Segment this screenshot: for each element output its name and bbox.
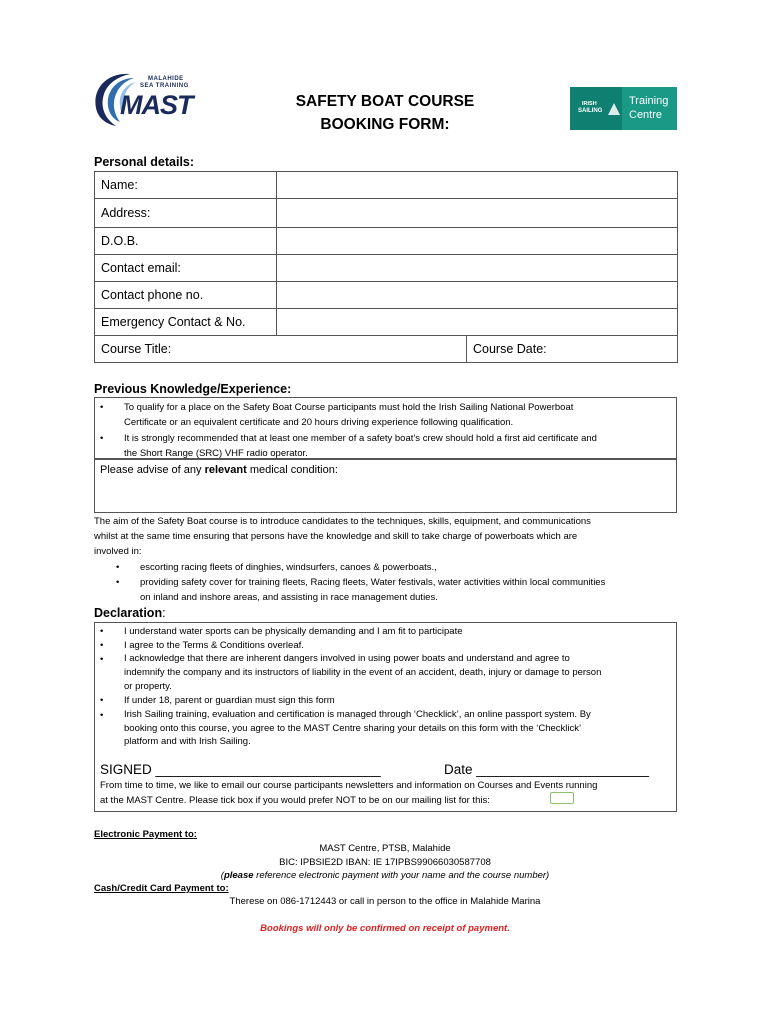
medical-condition-label <box>100 464 338 476</box>
bullet-icon: • <box>100 640 104 651</box>
logo-mast-text: MAST <box>120 90 193 120</box>
newsletter-line-1: From time to time, we like to email our course participants newsletters and information on Courses and Events running <box>100 780 598 791</box>
course-date-label: Course Date: <box>473 342 547 356</box>
form-title-line1: SAFETY BOAT COURSE <box>295 93 475 110</box>
declaration-bullet-1: I understand water sports can be physically demanding and I am fit to participate <box>124 626 463 637</box>
address-field[interactable] <box>277 199 678 228</box>
declaration-bullet-3-line3: or property. <box>124 681 172 692</box>
card-payment-line: Therese on 086-1712443 or call in person to the office in Malahide Marina <box>229 896 541 907</box>
logo-malahide-text: MALAHIDE <box>148 76 184 82</box>
declaration-bullet-5-line1: Irish Sailing training, evaluation and certification is managed through ‘Checklick’, an online passport system. By <box>124 709 591 720</box>
declaration-heading <box>94 606 166 620</box>
bullet-icon: • <box>100 695 104 706</box>
table-row <box>95 228 678 255</box>
contact-phone-field[interactable] <box>277 282 678 309</box>
aim-bullet-2-line1: providing safety cover for training fleets, Racing fleets, Water festivals, water activities within local communities <box>140 577 606 588</box>
declaration-heading-text: Declaration <box>94 606 163 620</box>
table-row <box>95 199 678 228</box>
newsletter-line-2: at the MAST Centre. Please tick box if you would prefer NOT to be on our mailing list for this: <box>100 795 490 806</box>
bullet-icon: • <box>116 562 120 573</box>
bullet-icon: • <box>100 433 104 444</box>
knowledge-bullet-1-line2: Certificate or an equivalent certificate and 20 hours driving experience following qualification. <box>124 417 514 428</box>
personal-details-heading: Personal details: <box>94 155 195 169</box>
mailing-list-opt-out-checkbox[interactable] <box>550 792 574 804</box>
knowledge-bullet-2-line1: It is strongly recommended that at least one member of a safety boat’s crew should hold a first aid certificate and <box>124 433 597 444</box>
form-title-line2: BOOKING FORM: <box>320 116 450 133</box>
table-row <box>95 336 678 363</box>
emergency-contact-label: Emergency Contact & No. <box>95 309 277 336</box>
table-row <box>95 255 678 282</box>
declaration-bullet-3-line2: indemnify the company and its instructors of liability in the event of an accident, death, injury or damage to person <box>124 667 602 678</box>
electronic-payment-colon: : <box>193 829 197 840</box>
logo-irish-text: IRISH <box>582 101 597 107</box>
sail-icon <box>608 103 620 115</box>
emergency-contact-field[interactable] <box>277 309 678 336</box>
bullet-icon: • <box>100 654 104 665</box>
electronic-payment-heading-text: Electronic Payment to <box>94 829 194 840</box>
address-label: Address: <box>95 199 277 228</box>
name-label: Name: <box>95 172 277 199</box>
electronic-payment-heading <box>94 829 197 840</box>
note-bold: please <box>223 870 254 881</box>
bank-details-line: BIC: IPBSIE2D IBAN: IE 17IPBS99066030587708 <box>279 857 491 868</box>
course-title-field[interactable] <box>95 336 467 363</box>
bullet-icon: • <box>100 710 104 721</box>
dob-field[interactable] <box>277 228 678 255</box>
medical-prefix: Please advise of any <box>100 464 205 476</box>
table-row <box>95 309 678 336</box>
payment-reference-note <box>0 870 770 881</box>
table-row <box>95 282 678 309</box>
aim-bullet-1: escorting racing fleets of dinghies, windsurfers, canoes & powerboats., <box>140 562 437 573</box>
aim-line-1: The aim of the Safety Boat course is to introduce candidates to the techniques, skills, equipment, and communications <box>94 516 591 527</box>
course-title-label: Course Title: <box>101 342 172 356</box>
declaration-bullet-5-line2: booking onto this course, you agree to the MAST Centre sharing your details on this form with the ‘Checklick’ <box>124 722 582 734</box>
newsletter-paragraph <box>100 778 675 808</box>
logo-training-text: Training <box>629 95 669 107</box>
aim-paragraph <box>94 514 684 559</box>
personal-details-table <box>94 171 678 363</box>
previous-knowledge-heading: Previous Knowledge/Experience: <box>94 382 292 396</box>
logo-sea-training-text: SEA TRAINING <box>140 83 189 89</box>
contact-phone-label: Contact phone no. <box>95 282 277 309</box>
dob-label: D.O.B. <box>95 228 277 255</box>
name-field[interactable] <box>277 172 678 199</box>
contact-email-label: Contact email: <box>95 255 277 282</box>
medical-bold: relevant <box>204 464 247 476</box>
signature-line[interactable]: SIGNED ______________________________ <box>100 762 381 777</box>
medical-suffix: medical condition: <box>246 464 338 476</box>
bullet-icon: • <box>100 402 104 413</box>
knowledge-bullet-2-line2: the Short Range (SRC) VHF radio operator. <box>124 448 308 459</box>
declaration-bullet-5-line3: platform and with Irish Sailing. <box>124 736 251 747</box>
declaration-heading-colon: : <box>162 606 166 620</box>
card-payment-heading: Cash/Credit Card Payment to: <box>94 883 229 894</box>
declaration-bullet-4: If under 18, parent or guardian must sign this form <box>124 695 335 706</box>
aim-line-3: involved in: <box>94 546 142 557</box>
date-line[interactable]: Date _______________________ <box>444 762 649 777</box>
declaration-bullet-3-line1: I acknowledge that there are inherent dangers involved in using power boats and understand and agree to <box>124 653 570 664</box>
note-open: ( <box>220 870 224 881</box>
bullet-icon: • <box>100 626 104 637</box>
knowledge-bullet-1-line1: To qualify for a place on the Safety Boat Course participants must hold the Irish Sailing National Powerboat <box>124 402 574 413</box>
aim-bullet-2-line2: on inland and inshore areas, and assisting in race management duties. <box>140 592 438 603</box>
declaration-bullet-2: I agree to the Terms & Conditions overleaf. <box>124 640 304 651</box>
irish-sailing-training-centre-logo <box>570 87 677 130</box>
course-date-field[interactable] <box>467 336 678 363</box>
logo-sailing-text: SAILING <box>578 108 603 114</box>
bank-name-line: MAST Centre, PTSB, Malahide <box>319 843 451 854</box>
confirmation-notice: Bookings will only be confirmed on receipt of payment. <box>260 923 510 934</box>
logo-centre-text: Centre <box>629 109 663 121</box>
table-row <box>95 172 678 199</box>
bullet-icon: • <box>116 577 120 588</box>
contact-email-field[interactable] <box>277 255 678 282</box>
note-rest: reference electronic payment with your name and the course number) <box>253 870 550 881</box>
aim-line-2: whilst at the same time ensuring that persons have the knowledge and skill to take charge of powerboats which are <box>94 531 578 542</box>
